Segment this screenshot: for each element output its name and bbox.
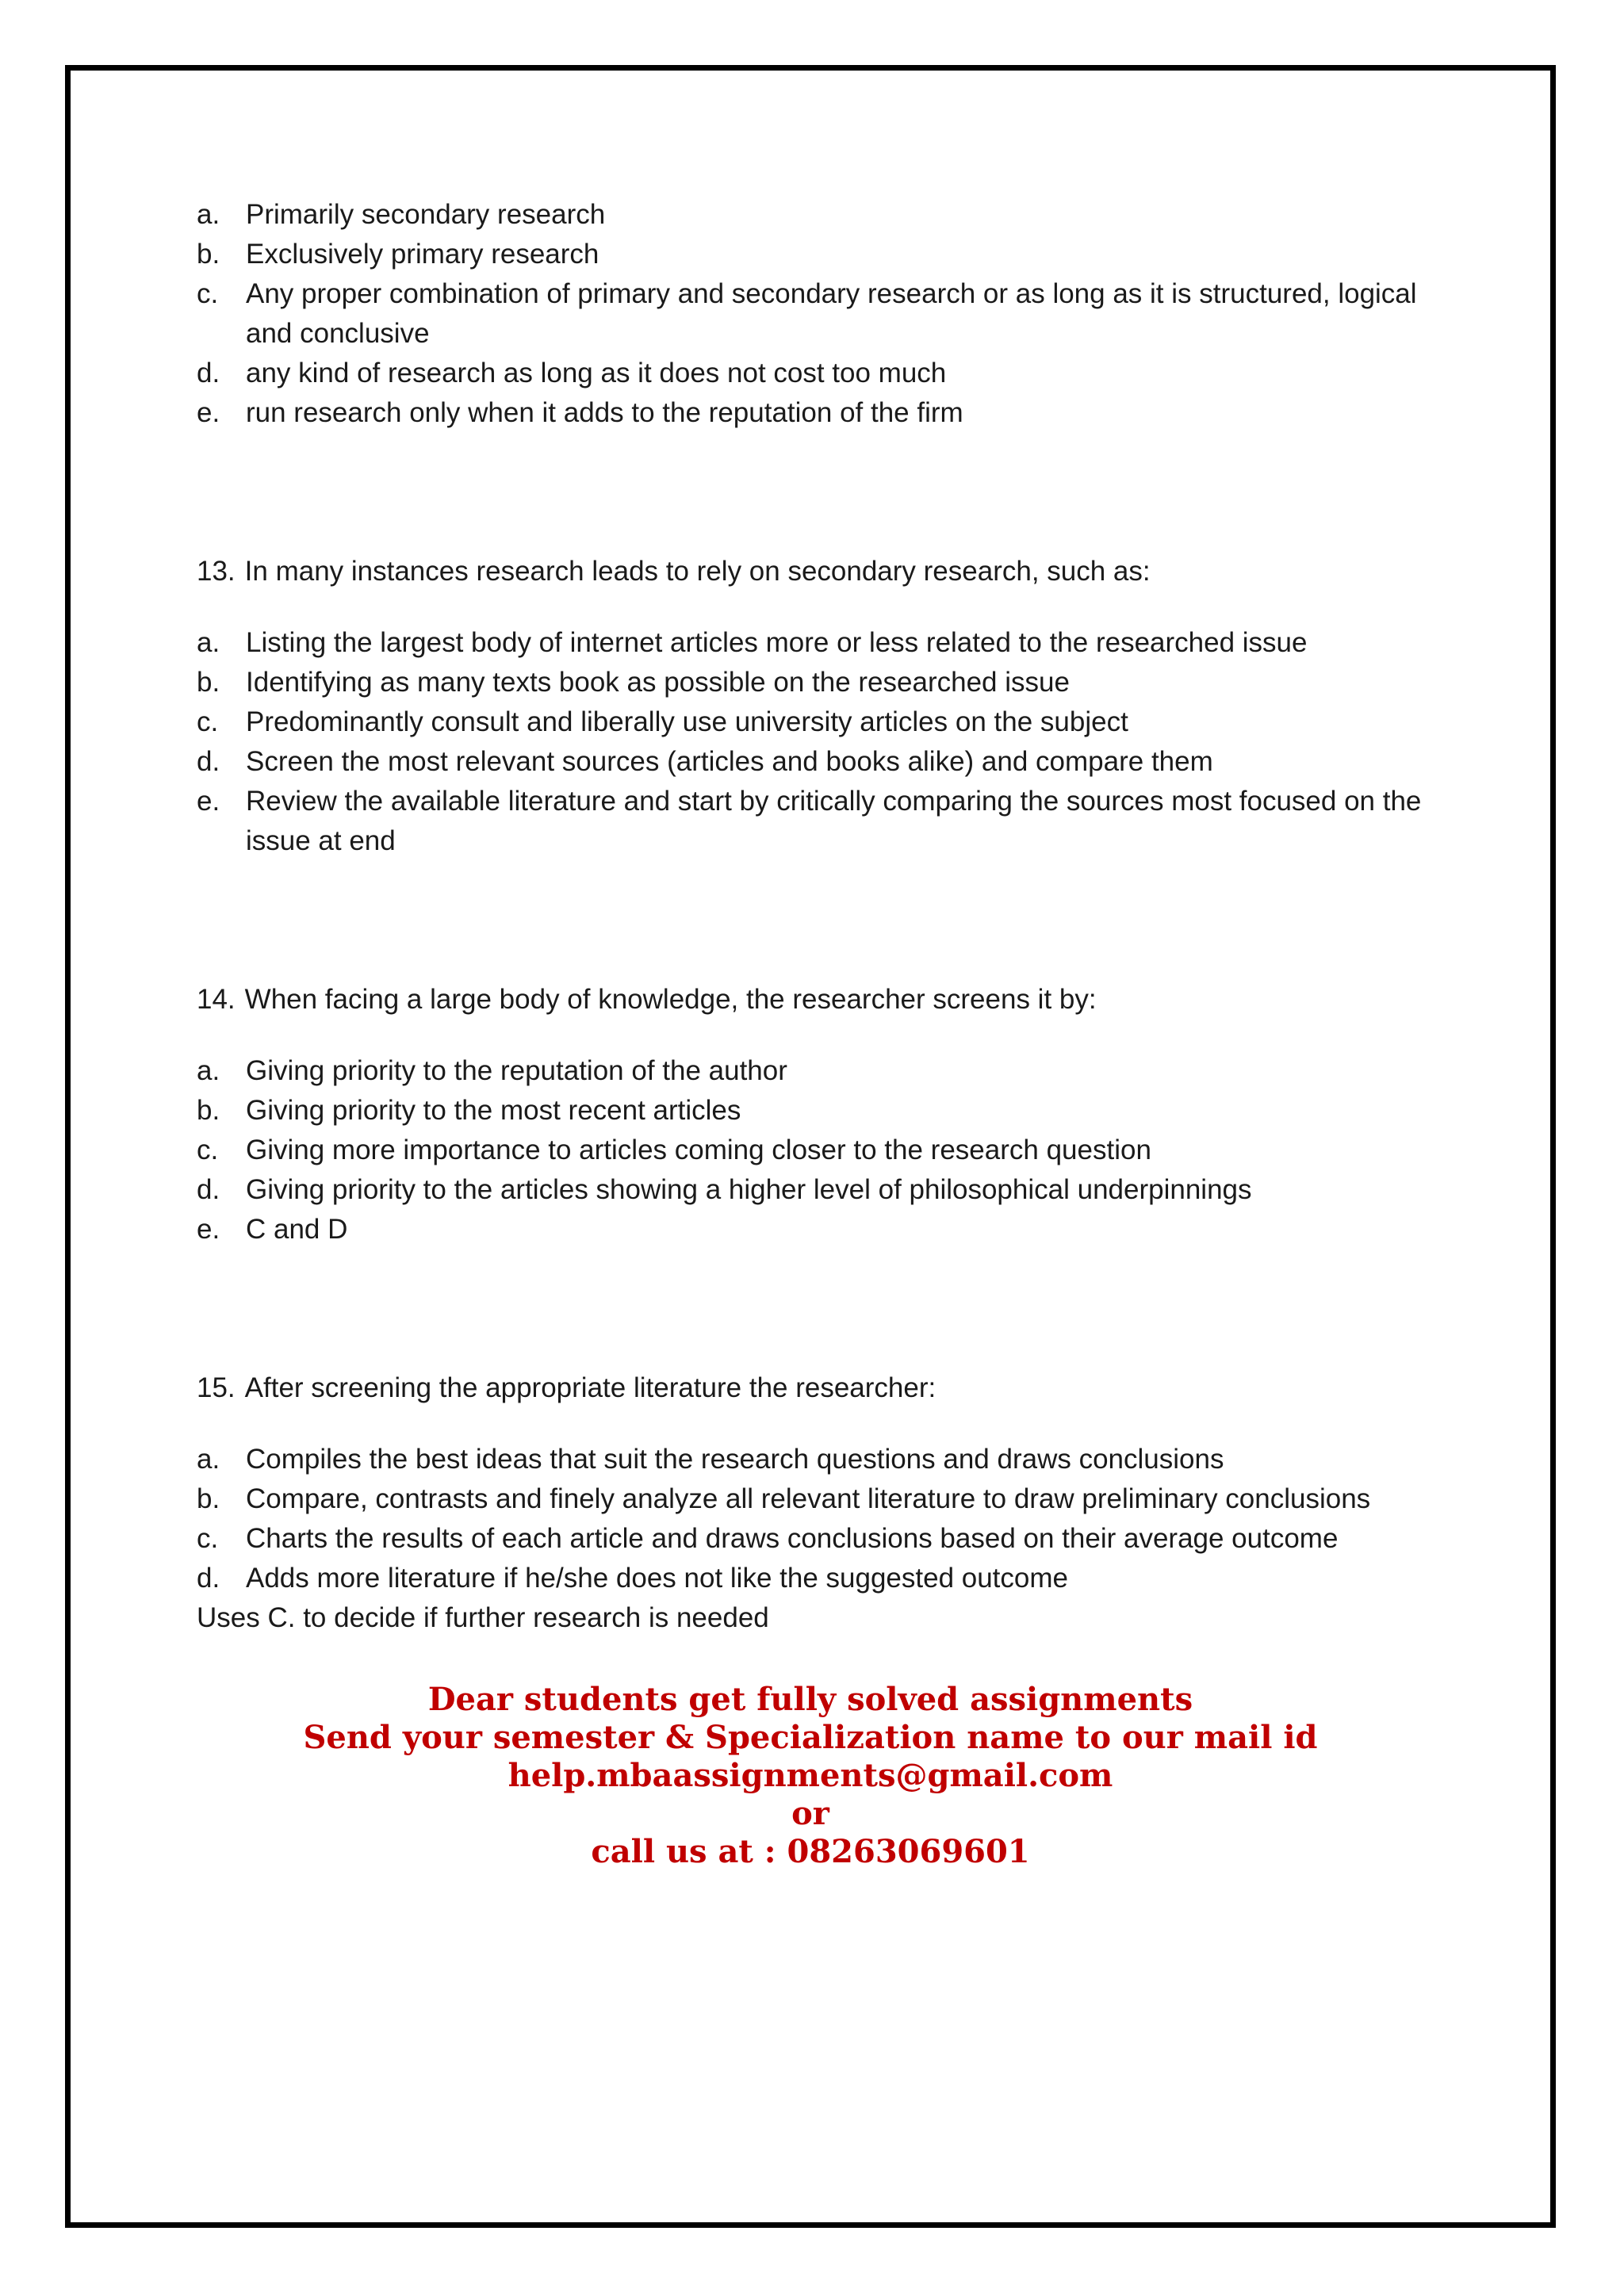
option-text: Predominantly consult and liberally use university articles on the subject <box>246 706 1128 737</box>
option-item <box>197 1519 1450 1559</box>
option-text: Adds more literature if he/she does not like the suggested outcome <box>246 1563 1068 1594</box>
option-letter: a. <box>197 199 220 230</box>
option-letter: c. <box>197 1135 219 1165</box>
option-letter: d. <box>197 746 220 777</box>
option-item <box>197 1210 1450 1249</box>
option-item <box>197 782 1450 861</box>
option-letter: b. <box>197 1095 220 1126</box>
option-text: Charts the results of each article and draws conclusions based on their average outcome <box>246 1523 1339 1554</box>
option-item <box>197 623 1450 663</box>
question-13-text <box>197 552 1450 591</box>
option-item <box>197 354 1450 393</box>
promo-or: or <box>791 1795 829 1832</box>
option-letter: b. <box>197 667 220 698</box>
question-number: 13. <box>197 556 236 587</box>
trailing-line: Uses C. to decide if further research is needed <box>197 1602 769 1633</box>
question-prompt: After screening the appropriate literature the researcher: <box>244 1372 936 1403</box>
document-body <box>197 195 1450 1638</box>
question-13 <box>197 552 1450 861</box>
option-item <box>197 274 1450 354</box>
promo-phone: call us at : 08263069601 <box>591 1833 1030 1870</box>
question-15 <box>197 1368 1450 1638</box>
option-item <box>197 663 1450 702</box>
question-15-text <box>197 1368 1450 1408</box>
option-text: C and D <box>246 1214 348 1245</box>
option-item <box>197 702 1450 742</box>
question-14 <box>197 980 1450 1249</box>
question-prompt: When facing a large body of knowledge, the researcher screens it by: <box>244 984 1097 1015</box>
option-letter: a. <box>197 1444 220 1475</box>
option-letter: d. <box>197 1174 220 1205</box>
option-item <box>197 195 1450 235</box>
promo-line-instruction: Send your semester & Specialization name to our mail id <box>303 1719 1318 1756</box>
option-letter: d. <box>197 358 220 388</box>
option-text: Exclusively primary research <box>246 239 599 270</box>
promo-email: help.mbaassignments@gmail.com <box>508 1757 1113 1794</box>
option-letter: e. <box>197 1214 220 1245</box>
option-letter: c. <box>197 1523 219 1554</box>
option-text: any kind of research as long as it does not cost too much <box>246 358 947 388</box>
option-letter: c. <box>197 278 219 309</box>
option-item <box>197 1479 1450 1519</box>
option-item <box>197 1051 1450 1091</box>
option-text: Primarily secondary research <box>246 199 606 230</box>
option-text: Giving priority to the most recent articles <box>246 1095 741 1126</box>
option-text: Identifying as many texts book as possible on the researched issue <box>246 667 1070 698</box>
option-letter: a. <box>197 1055 220 1086</box>
option-text: Giving priority to the articles showing a higher level of philosophical underpinnings <box>246 1174 1252 1205</box>
option-text: Compiles the best ideas that suit the research questions and draws conclusions <box>246 1444 1224 1475</box>
option-text: Any proper combination of primary and secondary research or as long as it is structured, logical and conclusive <box>246 278 1417 349</box>
question-number: 15. <box>197 1372 236 1403</box>
option-item <box>197 1440 1450 1479</box>
option-text: Giving priority to the reputation of the author <box>246 1055 787 1086</box>
option-text: Screen the most relevant sources (articles and books alike) and compare them <box>246 746 1213 777</box>
option-letter: a. <box>197 627 220 658</box>
question-prompt: In many instances research leads to rely on secondary research, such as: <box>244 556 1151 587</box>
option-text: Review the available literature and start by critically comparing the sources most focused on the issue at end <box>246 786 1422 856</box>
option-text: run research only when it adds to the reputation of the firm <box>246 397 963 428</box>
option-text: Compare, contrasts and finely analyze all relevant literature to draw preliminary conclusions <box>246 1483 1371 1514</box>
option-letter: b. <box>197 1483 220 1514</box>
option-text: Giving more importance to articles coming closer to the research question <box>246 1135 1151 1165</box>
option-item <box>197 235 1450 274</box>
question-12-options <box>197 195 1450 433</box>
option-item <box>197 1170 1450 1210</box>
option-letter: c. <box>197 706 219 737</box>
option-item <box>197 1559 1450 1598</box>
option-item <box>197 393 1450 433</box>
option-text: Listing the largest body of internet articles more or less related to the researched issue <box>246 627 1308 658</box>
option-item <box>197 742 1450 782</box>
option-item <box>197 1131 1450 1170</box>
option-letter: e. <box>197 397 220 428</box>
option-letter: e. <box>197 786 220 817</box>
option-letter: b. <box>197 239 220 270</box>
question-number: 14. <box>197 984 236 1015</box>
promo-block <box>65 1681 1556 1871</box>
option-letter: d. <box>197 1563 220 1594</box>
option-item <box>197 1091 1450 1131</box>
question-14-text <box>197 980 1450 1020</box>
promo-line-headline: Dear students get fully solved assignments <box>427 1681 1193 1718</box>
